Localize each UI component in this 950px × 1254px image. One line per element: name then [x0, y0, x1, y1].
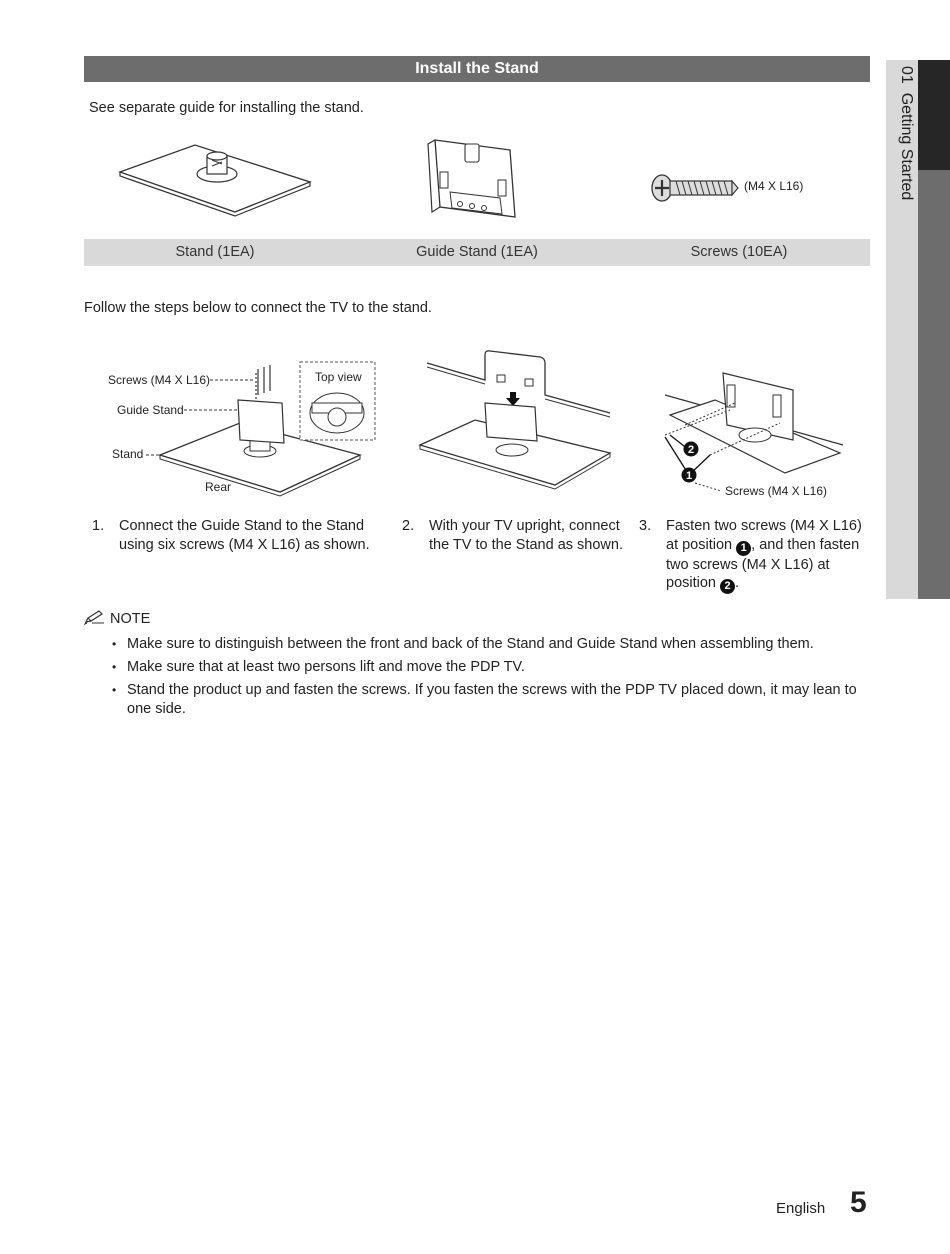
side-tab-dark-bottom [918, 170, 950, 599]
step-3-line4: position 2 . [666, 575, 740, 592]
screw-image [650, 168, 740, 208]
position-1-badge: 1 [736, 541, 751, 556]
step-2-number: 2. [402, 518, 415, 534]
step-3-number: 3. [639, 518, 652, 534]
callout-screws: Screws (M4 X L16) [108, 373, 211, 387]
pencil-icon [84, 609, 106, 625]
step-1-text [119, 517, 370, 554]
step-3-line2: at position 1 , and then fasten [666, 536, 860, 554]
screw-spec-label: (M4 X L16) [744, 179, 804, 193]
section-header: Install the Stand [84, 56, 870, 82]
callout-rear: Rear [205, 480, 232, 494]
step-3-text [666, 517, 862, 594]
chapter-title: Getting Started [898, 92, 915, 201]
guide-stand-image [420, 132, 530, 227]
position-2-text: 2 [687, 444, 695, 456]
step-2-line2: the TV to the Stand as shown. [429, 536, 623, 553]
step2-diagram [415, 345, 615, 490]
note-list [110, 635, 860, 723]
note-heading [84, 609, 150, 627]
screws-label: Screws (10EA) [690, 244, 788, 260]
note-item-1: • Make sure to distinguish between the front and back of the Stand and Guide Stand when assembling them. [110, 635, 860, 654]
side-tab-dark-top [918, 60, 950, 170]
callout-guide-stand: Guide Stand [117, 403, 184, 417]
callout-screws-3: Screws (M4 X L16) [725, 484, 828, 498]
position-2-badge: 2 [720, 579, 735, 594]
note-item-2: • Make sure that at least two persons lift and move the PDP TV. [110, 658, 860, 677]
stand-label: Stand (1EA) [175, 244, 255, 260]
position-1-text: 1 [685, 470, 693, 482]
step-2-line1: With your TV upright, connect [429, 518, 620, 534]
step-2-text [429, 517, 623, 554]
step-3-line1: Fasten two screws (M4 X L16) [666, 518, 862, 534]
step-1-line2: using six screws (M4 X L16) as shown. [119, 536, 370, 553]
chapter-label [889, 66, 915, 200]
steps-intro: Follow the steps below to connect the TV to the stand. [84, 300, 432, 316]
callout-top-view: Top view [315, 370, 362, 384]
page-number: 5 [850, 1186, 867, 1219]
chapter-number: 01 [898, 66, 915, 84]
note-heading-text: NOTE [110, 611, 151, 627]
step1-diagram [100, 355, 380, 500]
chapter-side-tab [886, 60, 950, 599]
step-1-number: 1. [92, 518, 105, 534]
intro-text: See separate guide for installing the stand. [89, 100, 364, 116]
step-3-line3: two screws (M4 X L16) at [666, 556, 830, 573]
step-1-line1: Connect the Guide Stand to the Stand [119, 518, 365, 534]
guide-stand-label: Guide Stand (1EA) [416, 244, 538, 260]
parts-label-bar [84, 239, 870, 266]
stand-image [115, 140, 315, 220]
callout-stand: Stand [112, 447, 144, 461]
step3-diagram [655, 355, 845, 500]
note-item-3: • Stand the product up and fasten the screws. If you fasten the screws with the PDP TV placed down, it may lean to one side. [110, 681, 860, 719]
footer-language: English [776, 1200, 826, 1217]
